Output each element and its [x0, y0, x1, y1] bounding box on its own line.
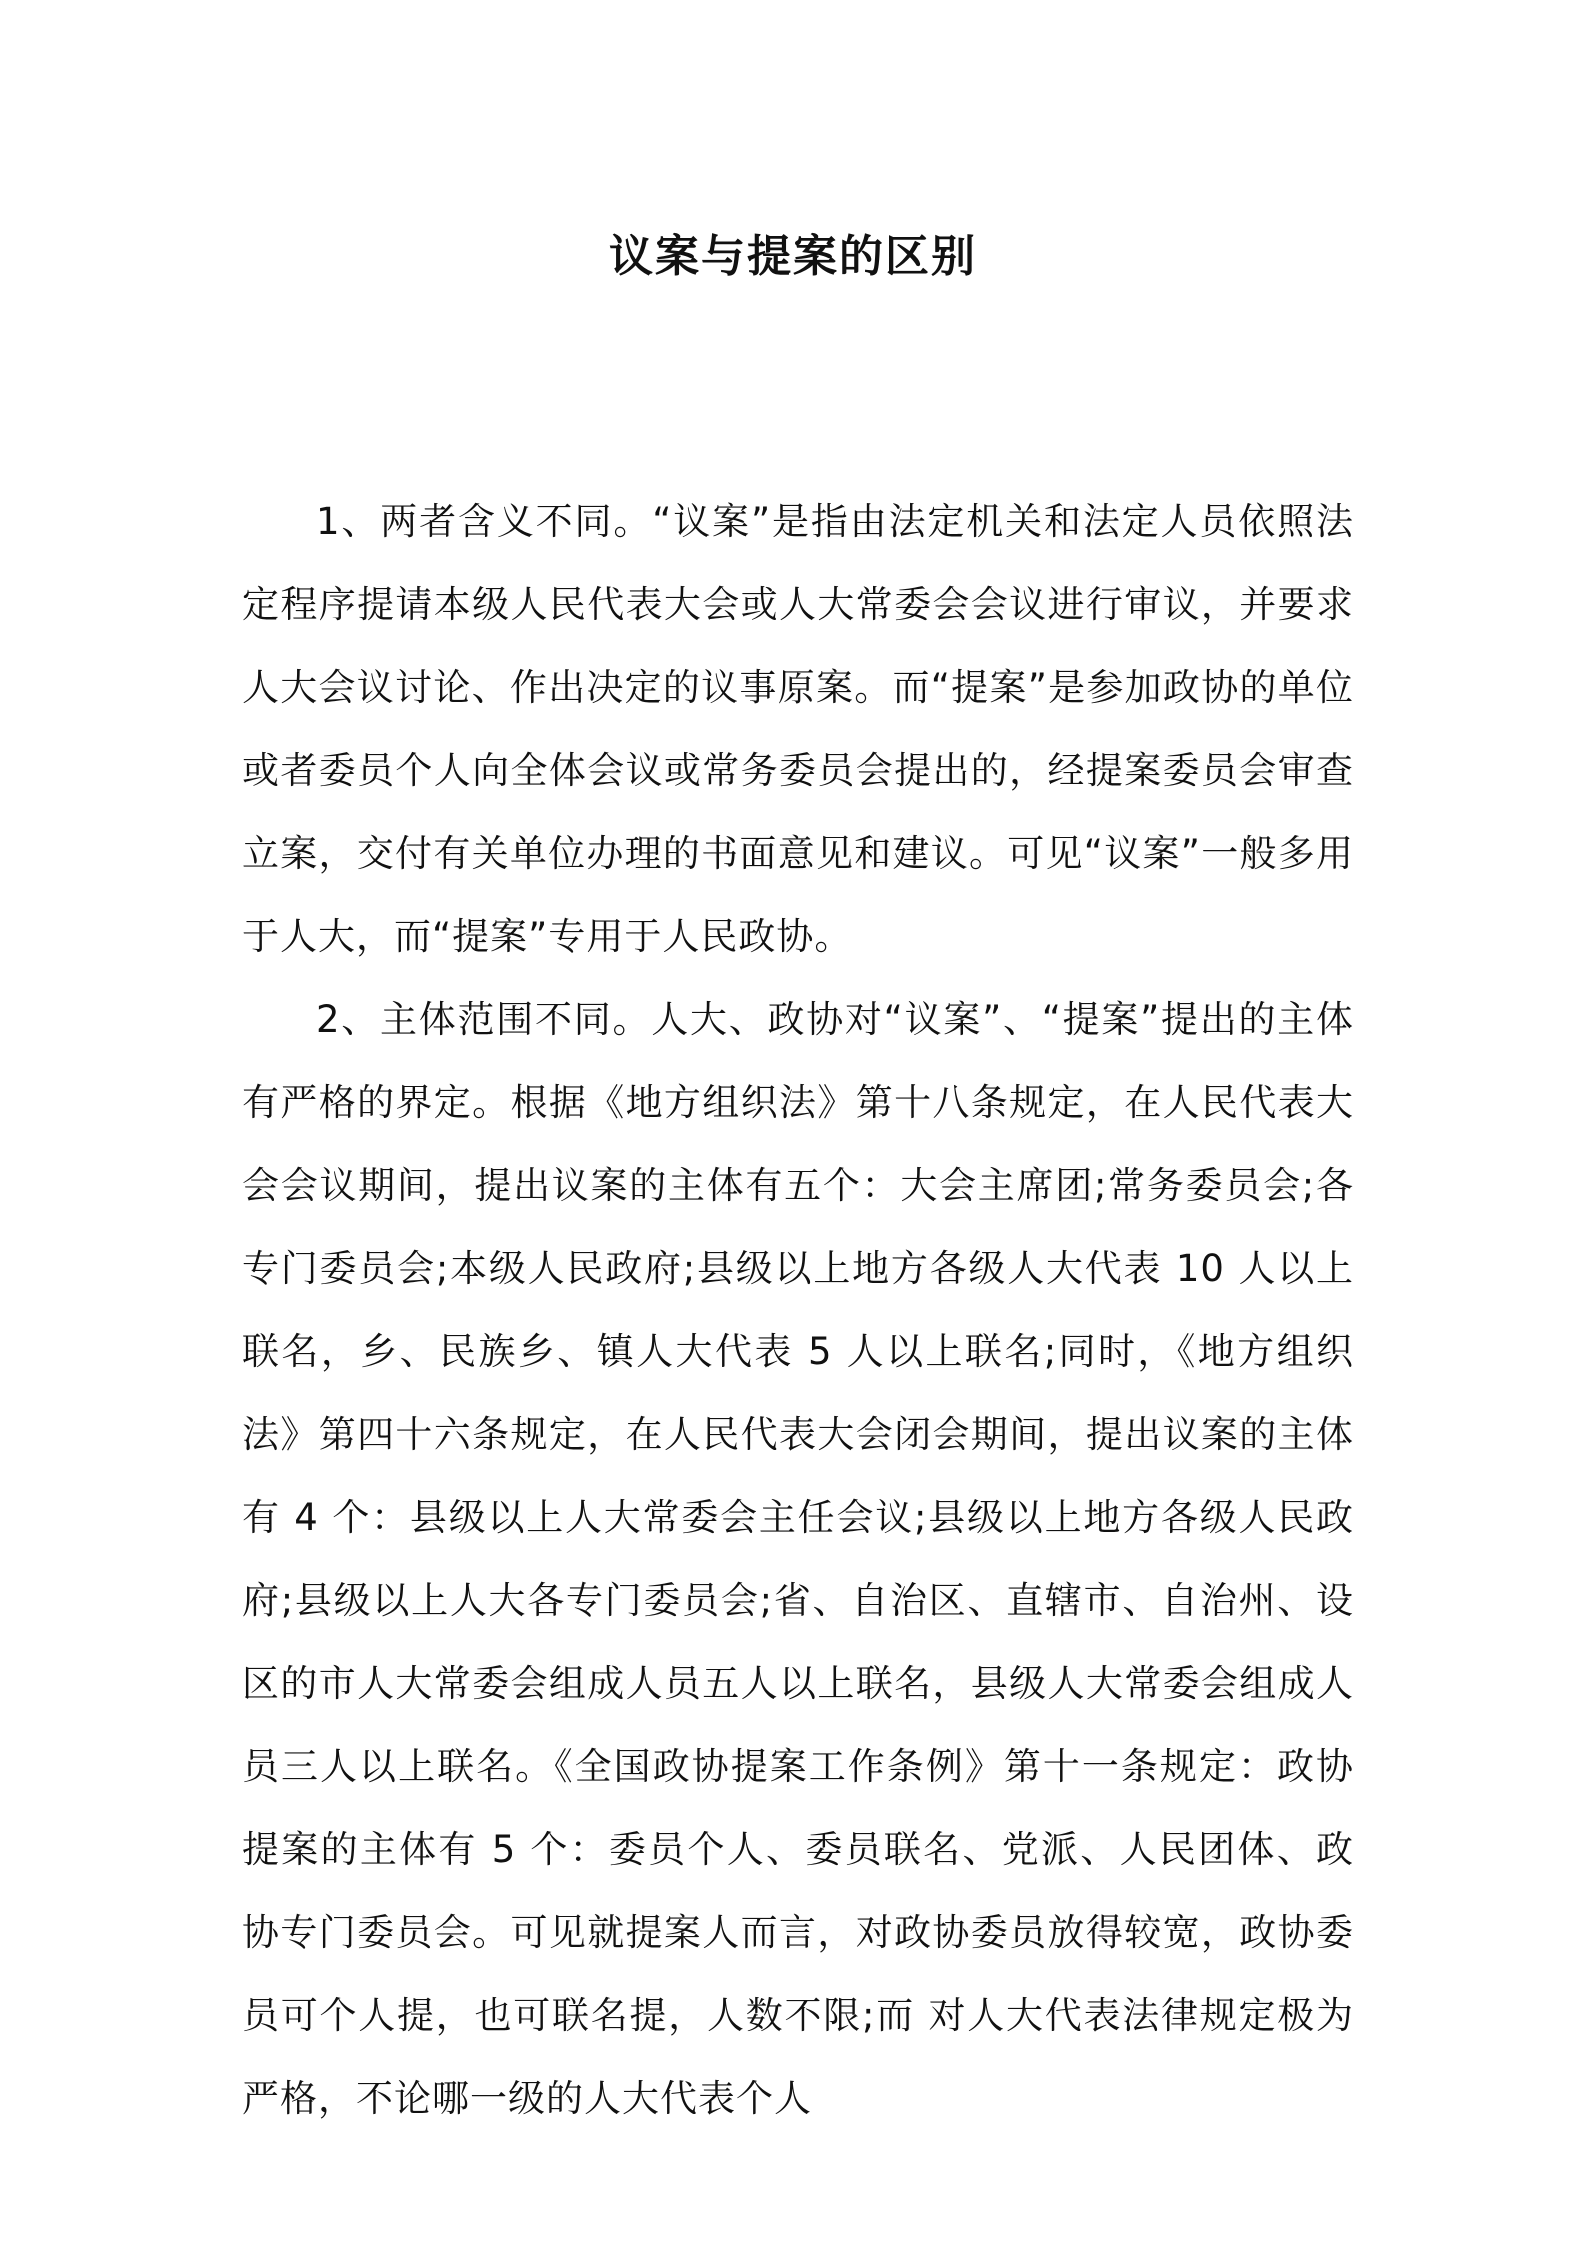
document-title: 议案与提案的区别 — [609, 231, 977, 282]
document-body — [242, 480, 1354, 2140]
paragraph-2: 2、主体范围不同。人大、政协对“议案”、“提案”提出的主体有严格的界定。根据《地方组织法》第十八条规定，在人民代表大会会议期间，提出议案的主体有五个：大会主席团;常务委员会;各专门委员会;本级人民政府;县级以上地方各级人大代表 10 人以上联名，乡、民族乡、镇人大代表 5 人以上联名;同时，《地方组织法》第四十六条规定，在人民代表大会闭会期间，提出议案的主体有 4 个：县级以上人大常委会主任会议;县级以上地方各级人民政府;县级以上人大各专门委员会;省、自治区、直辖市、自治州、设区的市人大常委会组成人员五人以上联名，县级人大常委会组成人员三人以上联名。《全国政协提案工作条例》第十一条规定：政协提案的主体有 5 个：委员个人、委员联名、党派、人民团体、政协专门委员会。可见就提案人而言，对政协委员放得较宽，政协委员可个人提，也可联名提，人数不限;而 对人大代表法律规定极为严格，不论哪一级的人大代表个人 — [242, 998, 1354, 2120]
paragraph-1: 1、两者含义不同。“议案”是指由法定机关和法定人员依照法定程序提请本级人民代表大会或人大常委会会议进行审议，并要求人大会议讨论、作出决定的议事原案。而“提案”是参加政协的单位或者委员个人向全体会议或常务委员会提出的，经提案委员会审查立案，交付有关单位办理的书面意见和建议。可见“议案”一般多用于人大，而“提案”专用于人民政协。 — [242, 500, 1354, 958]
